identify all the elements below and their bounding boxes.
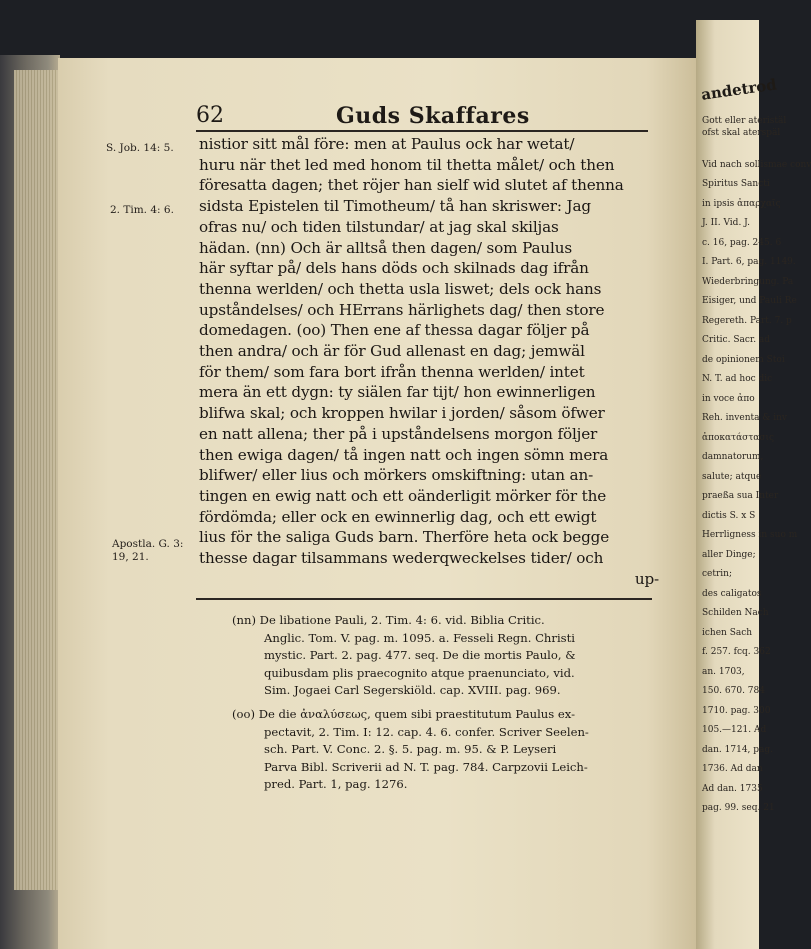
adjacent-page-line: I. Part. 6, pag. 1149. — [702, 257, 796, 267]
body-line: thesse dagar tilsammans wederqweckelses tider/ och — [199, 549, 604, 568]
body-line: sidsta Epistelen til Timotheum/ tå han skriswer: Jag — [199, 197, 591, 216]
adjacent-page-line: J. II. Vid. J. — [702, 218, 750, 228]
margin-note-timothy: 2. Tim. 4: 6. — [110, 204, 174, 216]
footnote-line: Parva Bibl. Scriverii ad N. T. pag. 784. Carpzovii Leich- — [264, 759, 588, 774]
adjacent-page-line: ichen Sach — [702, 627, 753, 638]
margin-note-acts: Apostla. G. 3: 19, 21. — [112, 538, 184, 563]
footnote-oo — [232, 706, 652, 794]
page-edges — [14, 70, 60, 890]
catchword: up- — [634, 569, 659, 588]
margin-note-job: S. Job. 14: 5. — [106, 142, 174, 154]
adjacent-page-line: cetrin; — [702, 569, 732, 579]
body-line: fördömda; eller ock en ewinnerlig dag, och ett ewigt — [199, 507, 597, 526]
body-line: här syftar på/ dels hans döds och skilnads dag ifrån — [199, 259, 589, 278]
adjacent-page-line: dan. 1714, pag. — [702, 744, 774, 755]
body-line: thenna werlden/ och thetta usla liswet; dels ock hans — [199, 279, 602, 298]
body-line: blifwer/ eller lius och mörkers omskiftning: utan an- — [199, 466, 594, 485]
adjacent-page-line: Vid nach sollismae conv — [702, 159, 811, 170]
footnote-line: mystic. Part. 2. pag. 477. seq. De die mortis Paulo, & — [264, 648, 576, 663]
page-number: 62 — [196, 103, 224, 128]
body-line: mera än ett dygn: ty siälen far tijt/ hon ewinnerligen — [199, 383, 596, 402]
adjacent-page-line: Reh. inventa & inv — [702, 413, 787, 423]
adjacent-page-line: c. 16, pag. 245. 6 — [702, 237, 782, 248]
body-line: upståndelses/ och HErrans härlighets dag/ then store — [199, 300, 605, 319]
adjacent-page-line: ofst skal aterspäl — [702, 128, 781, 138]
footnote-line: (nn) De libatione Pauli, 2. Tim. 4: 6. vid. Biblia Critic. — [232, 613, 545, 627]
adjacent-page-line: Wiederbringung. Pa — [702, 276, 794, 287]
adjacent-page-line: Regereth. Part. 7. p — [702, 315, 792, 326]
footnote-line: pectavit, 2. Tim. I: 12. cap. 4. 6. confer. Scriver Seelen- — [264, 724, 589, 739]
adjacent-page-line: 1710. pag. 300 — [702, 705, 771, 716]
footnote-rule — [196, 598, 652, 600]
adjacent-page-line: damnatorum, — [702, 452, 764, 462]
adjacent-page-line: Eisiger, und Pauli Re — [702, 296, 797, 306]
adjacent-page-heading: andetrod — [700, 75, 778, 104]
adjacent-page-line: f. 257. fcq. 362 — [702, 647, 771, 657]
adjacent-page-line: Herrligness in suo m — [702, 530, 798, 540]
footnote-line: Anglic. Tom. V. pag. m. 1095. a. Fesseli Regn. Christi — [264, 630, 575, 645]
body-line: blifwa skal; och kroppen hwilar i jorden/ såsom öfwer — [199, 404, 605, 423]
body-text — [199, 134, 659, 589]
footnote-line: sch. Part. V. Conc. 2. §. 5. pag. m. 95. & P. Leyseri — [264, 742, 557, 757]
footnote-line: Sim. Jogaei Carl Segerskiöld. cap. XVIII. pag. 969. — [264, 683, 561, 698]
adjacent-page-line: aller Dinge; — [702, 549, 756, 560]
adjacent-page-line: dictis S. x S — [702, 510, 756, 521]
body-line: then andra/ och är för Gud allenast en dag; jemwäl — [199, 342, 585, 361]
adjacent-page-line: Gott eller ateristäl — [702, 116, 787, 126]
adjacent-page-line: Critic. Sacr. ad — [702, 335, 771, 345]
adjacent-page-line: 105.—121. Ad — [702, 725, 767, 735]
adjacent-page-line: salute; atque — [702, 471, 762, 482]
running-title: Guds Skaffares — [336, 103, 530, 129]
adjacent-page-line: pag. 99. seq. 21 — [702, 803, 775, 813]
adjacent-page-line: 150. 670. 784 — [702, 686, 765, 696]
adjacent-page-line: Schilden Nach — [702, 608, 769, 618]
body-line: en natt allena; ther på i upståndelsens morgon följer — [199, 424, 598, 443]
body-line: domedagen. (oo) Then ene af thessa dagar följer på — [199, 321, 590, 340]
footnote-line: quibusdam plis praecognito atque praenunciato, vid. — [264, 665, 575, 680]
adjacent-page — [696, 20, 811, 949]
body-line: lius för the saliga Guds barn. Therföre heta ock begge — [199, 528, 610, 547]
adjacent-page-line: de opinionem Stoi — [702, 354, 785, 365]
footnote-line: (oo) De die ἀναλύσεως, quem sibi praestitutum Paulus ex- — [232, 706, 576, 721]
footnote-nn — [232, 612, 652, 700]
footnote-line: pred. Part. 1, pag. 1276. — [264, 777, 408, 792]
adjacent-page-line: an. 1703, — [702, 666, 745, 677]
footnotes — [232, 612, 652, 800]
adjacent-page-line: in ipsis ἀπαρχαῖς — [702, 198, 781, 209]
adjacent-page-line: des caligatos — [702, 588, 762, 599]
body-line: ofras nu/ och tiden tilstundar/ at jag skal skiljas — [199, 217, 559, 236]
body-line: för them/ som fara bort ifrån thenna werlden/ intet — [199, 362, 585, 381]
body-line: huru när thet led med honom til thetta målet/ och then — [199, 155, 615, 174]
adjacent-page-line: praeßa sua Inter — [702, 491, 779, 501]
adjacent-page-line: in voce ἀπο — [702, 393, 755, 404]
adjacent-page-line: Ad dan. 1735 — [702, 783, 763, 794]
body-line: hädan. (nn) Och är alltså then dagen/ som Paulus — [199, 238, 573, 257]
adjacent-page-line: Spiritus Sancti — [702, 179, 770, 189]
adjacent-page-line: N. T. ad hoc dic — [702, 374, 773, 384]
adjacent-page-line: 1736. Ad dan — [702, 764, 763, 774]
body-line: föresatta dagen; thet röjer han sielf wid slutet af thenna — [199, 176, 624, 195]
body-line: tingen en ewig natt och ett oänderligit mörker för the — [199, 486, 607, 505]
adjacent-page-line: ἀποκατάστασις — [702, 432, 775, 443]
header-rule — [196, 130, 648, 132]
body-line: then ewiga dagen/ tå ingen natt och ingen sömn mera — [199, 445, 609, 464]
body-line: nistior sitt mål före: men at Paulus ock har wetat/ — [199, 135, 575, 153]
